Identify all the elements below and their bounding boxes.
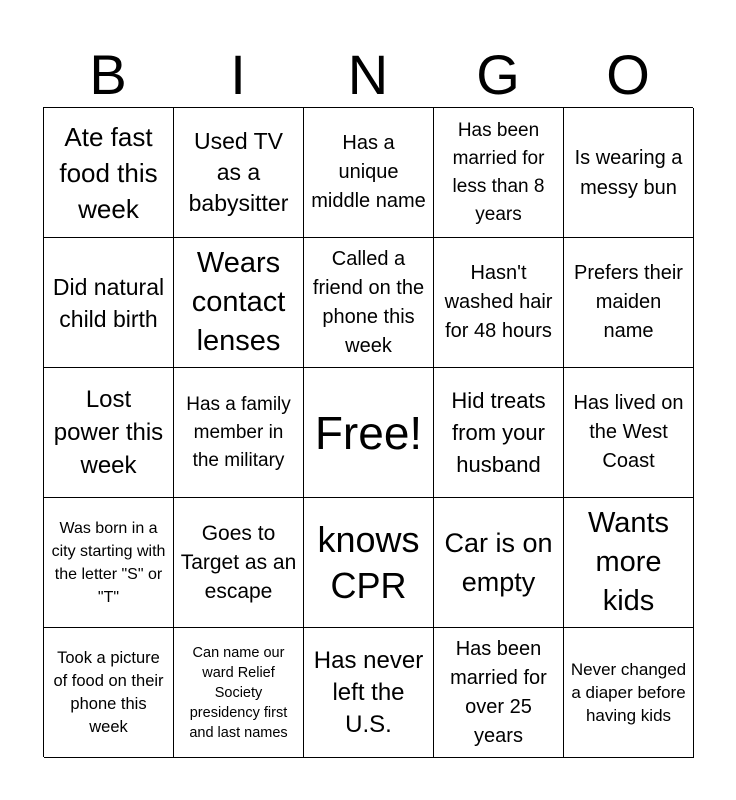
bingo-cell-r2c2[interactable] [174,238,304,368]
cell-label: Called a friend on the phone this week [312,247,425,357]
bingo-cell-r2c5[interactable] [564,238,694,368]
cell-label: Has a unique middle name [311,132,426,212]
bingo-cell-r5c1[interactable] [44,628,174,758]
cell-label: Prefers their maiden name [574,262,683,342]
bingo-cell-r4c4[interactable] [434,498,564,628]
cell-label: Ate fast food this week [59,121,158,224]
bingo-cell-r1c5[interactable] [564,108,694,238]
cell-label: Has a family member in the military [186,393,291,471]
free-space-label: Free! [314,406,423,459]
bingo-cell-r5c5[interactable] [564,628,694,758]
cell-label: Can name our ward Relief Society presidency first and last names [189,644,288,741]
bingo-header [43,42,693,108]
bingo-cell-r2c1[interactable] [44,238,174,368]
bingo-cell-r4c3[interactable] [304,498,434,628]
bingo-cell-r1c2[interactable] [174,108,304,238]
cell-label: Lost power this week [53,386,164,479]
cell-label: Did natural child birth [52,273,165,332]
cell-label: Used TV as a babysitter [188,128,289,216]
cell-label: Was born in a city starting with the letter "S" or "T" [51,519,166,606]
cell-label: Has been married for less than 8 years [452,119,545,225]
cell-label: Hasn't washed hair for 48 hours [444,262,553,342]
header-letter-o: O [606,43,650,106]
bingo-cell-r1c1[interactable] [44,108,174,238]
bingo-cell-r5c4[interactable] [434,628,564,758]
bingo-cell-r3c5[interactable] [564,368,694,498]
cell-label: Took a picture of food on their phone this week [53,648,164,736]
bingo-cell-r1c4[interactable] [434,108,564,238]
header-letter-b: B [89,43,127,106]
bingo-cell-r1c3[interactable] [304,108,434,238]
header-letter-i: I [230,43,246,106]
cell-label: Car is on empty [444,527,553,597]
cell-label: Is wearing a messy bun [574,146,683,199]
bingo-cell-r3c3-free[interactable] [304,368,434,498]
cell-label: Hid treats from your husband [451,387,546,477]
cell-label: Wants more kids [587,507,670,617]
bingo-cell-r2c3[interactable] [304,238,434,368]
cell-label: Never changed a diaper before having kids [570,660,687,725]
header-letter-n: N [347,43,389,106]
cell-label: Has never left the U.S. [313,646,424,738]
bingo-cell-r4c5[interactable] [564,498,694,628]
cell-label: Has been married for over 25 years [450,637,547,747]
cell-label: knows CPR [317,518,420,606]
bingo-cell-r4c1[interactable] [44,498,174,628]
header-letter-g: G [476,43,520,106]
bingo-cell-r5c3[interactable] [304,628,434,758]
cell-label: Goes to Target as an escape [180,522,297,603]
bingo-cell-r3c2[interactable] [174,368,304,498]
bingo-cell-r3c4[interactable] [434,368,564,498]
bingo-cell-r5c2[interactable] [174,628,304,758]
cell-label: Has lived on the West Coast [573,392,684,472]
bingo-cell-r3c1[interactable] [44,368,174,498]
cell-label: Wears contact lenses [191,247,286,357]
bingo-cell-r4c2[interactable] [174,498,304,628]
bingo-board [43,107,693,757]
bingo-cell-r2c4[interactable] [434,238,564,368]
